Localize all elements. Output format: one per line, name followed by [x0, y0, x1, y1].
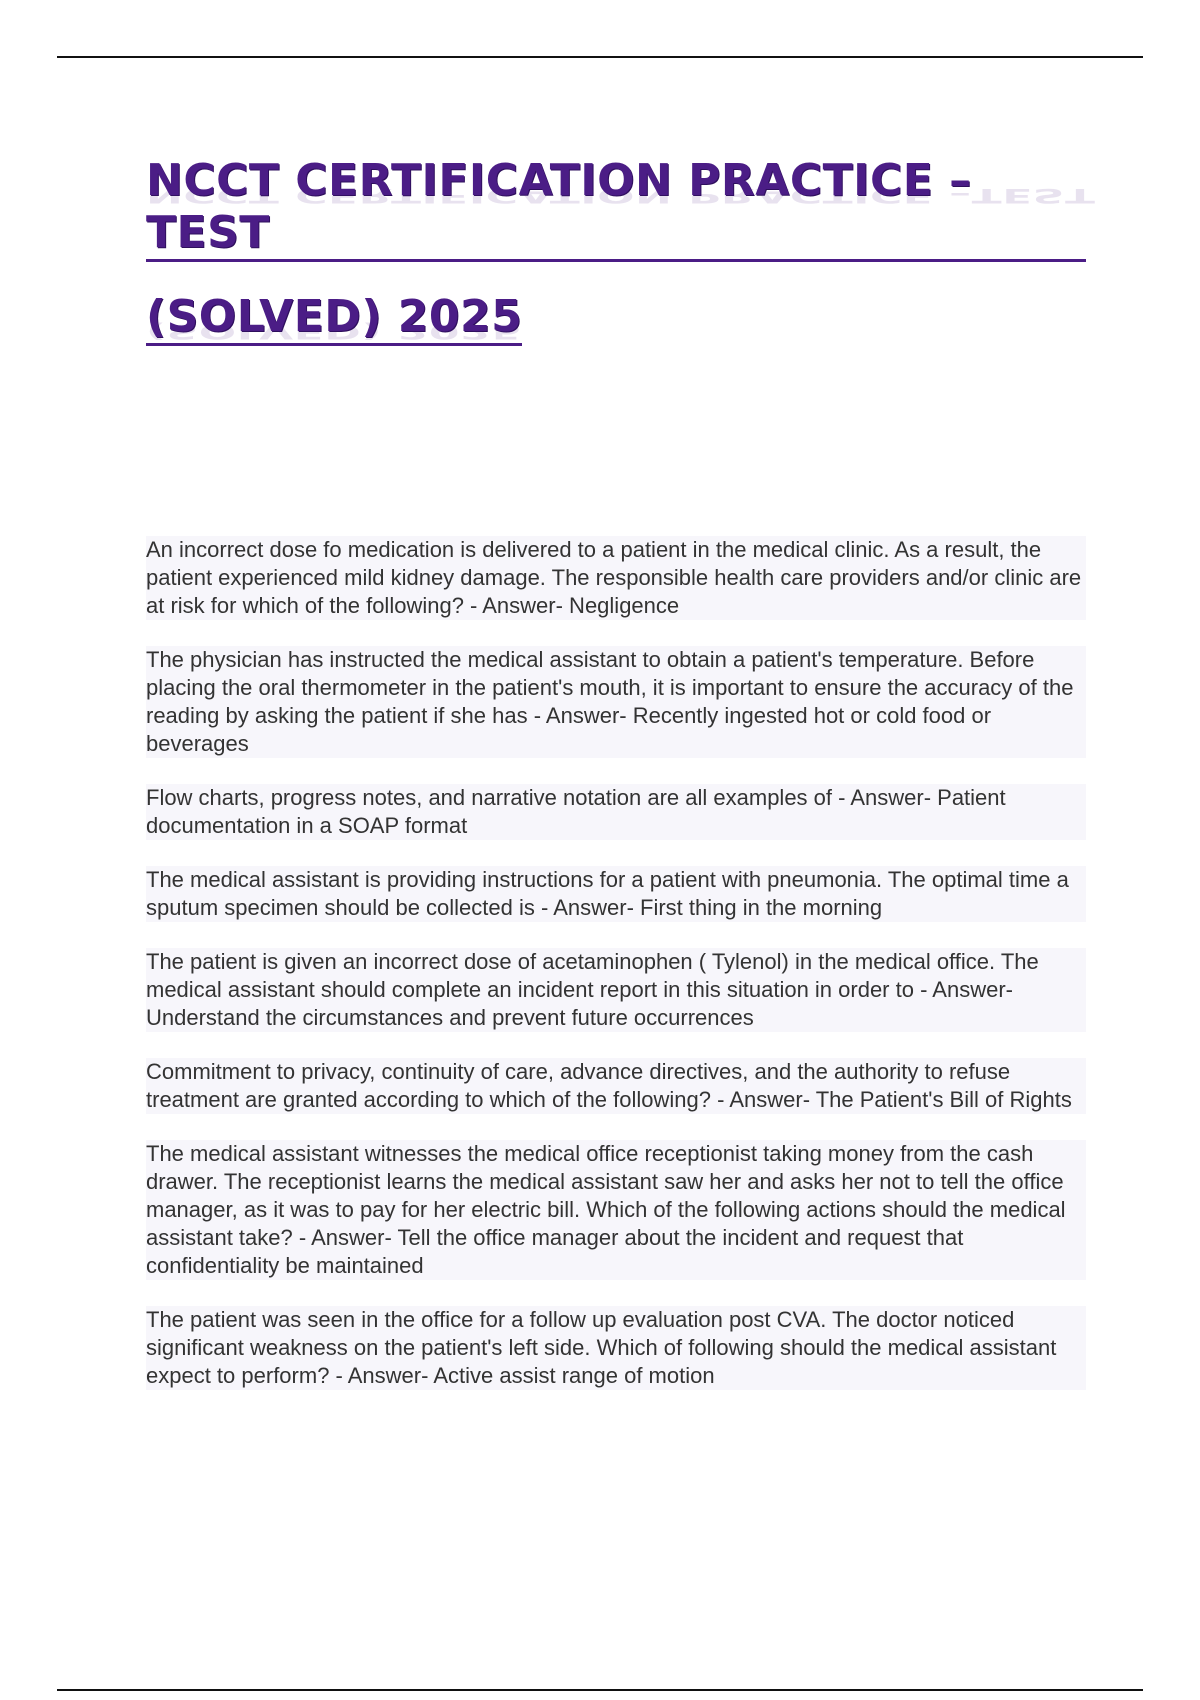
qa-item: The medical assistant witnesses the medical office receptionist taking money from the cash drawer. The receptionist learns the medical assistant saw her and asks her not to tell the office manager, as it was to pay for her electric bill. Which of the following actions should the medical assistant take? - Answer- Tell the office manager about the incident and request that confidentiality be maintained [146, 1140, 1086, 1280]
qa-item: The patient was seen in the office for a follow up evaluation post CVA. The doctor noticed significant weakness on the patient's left side. Which of following should the medical assistant expect to perform? - Answer- Active assist range of motion [146, 1306, 1086, 1390]
title-line-2: (SOLVED) 2025 (SOLVED) 2025 [146, 291, 522, 346]
document-title [146, 155, 1086, 375]
qa-item: Flow charts, progress notes, and narrative notation are all examples of - Answer- Patient documentation in a SOAP format [146, 784, 1086, 840]
qa-item: The medical assistant is providing instructions for a patient with pneumonia. The optimal time a sputum specimen should be collected is - Answer- First thing in the morning [146, 866, 1086, 922]
qa-item: Commitment to privacy, continuity of care, advance directives, and the authority to refuse treatment are granted according to which of the following? - Answer- The Patient's Bill of Rights [146, 1058, 1086, 1114]
bottom-rule [57, 1689, 1143, 1691]
qa-item: The patient is given an incorrect dose of acetaminophen ( Tylenol) in the medical office. The medical assistant should complete an incident report in this situation in order to - Answer- Understand the circumstances and prevent future occurrences [146, 948, 1086, 1032]
qa-item: An incorrect dose fo medication is delivered to a patient in the medical clinic. As a result, the patient experienced mild kidney damage. The responsible health care providers and/or clinic are at risk for which of the following? - Answer- Negligence [146, 536, 1086, 620]
title-line-1: NCCT CERTIFICATION PRACTICE –TEST NCCT CERTIFICATION PRACTICE –TEST [146, 155, 1086, 262]
qa-item: The physician has instructed the medical assistant to obtain a patient's temperature. Before placing the oral thermometer in the patient's mouth, it is important to ensure the accuracy of the reading by asking the patient if she has - Answer- Recently ingested hot or cold food or beverages [146, 646, 1086, 758]
qa-list [146, 536, 1086, 1416]
top-rule [57, 56, 1143, 58]
